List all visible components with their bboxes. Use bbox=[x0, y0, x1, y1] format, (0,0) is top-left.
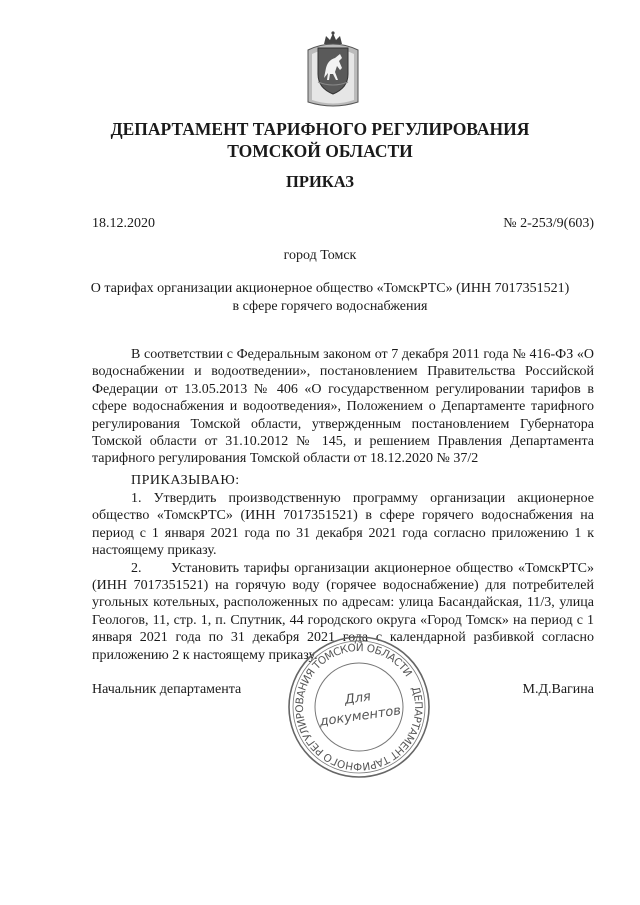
item-2-line: 2. Установить тарифы организации акционерное общество «ТомскРТС» bbox=[131, 560, 594, 576]
item-2-line: угольных котельных, расположенных по адресам: улица Басандайская, 11/3, улица bbox=[92, 595, 594, 611]
department-header bbox=[60, 118, 580, 162]
coat-of-arms-icon bbox=[302, 30, 364, 110]
signer-title: Начальник департамента bbox=[92, 682, 242, 697]
seal-ring-text: ДЕПАРТАМЕНТ ТАРИФНОГО РЕГУЛИРОВАНИЯ ТОМСКОЙ ОБЛАСТИ bbox=[293, 641, 425, 773]
header-line-2: ТОМСКОЙ ОБЛАСТИ bbox=[227, 141, 413, 161]
document-type-title: ПРИКАЗ bbox=[286, 172, 354, 191]
item-1-line: 1. Утвердить производственную программу организации акционерное bbox=[131, 491, 594, 506]
subject-line-1: О тарифах организации акционерное общество «ТомскРТС» (ИНН 7017351521) bbox=[90, 281, 570, 296]
order-directive: ПРИКАЗЫВАЮ: bbox=[131, 473, 240, 488]
item-2-line: (ИНН 7017351521) на горячую воду (горячее водоснабжение) для потребителей bbox=[92, 577, 594, 593]
seal-center-line-2: документов bbox=[318, 703, 402, 730]
subject-line-2: в сфере горячего водоснабжения bbox=[232, 299, 428, 314]
svg-text:ДЕПАРТАМЕНТ ТАРИФНОГО РЕГУЛИРО bbox=[284, 632, 434, 782]
document-date: 18.12.2020 bbox=[92, 216, 155, 231]
preamble-paragraph bbox=[92, 346, 594, 468]
preamble-line: сфере водоснабжения и водоотведения», Положением о Департаменте тарифного bbox=[92, 399, 594, 415]
item-1-line: общество «ТомскРТС» (ИНН 7017351521) в сфере горячего водоснабжения на bbox=[92, 508, 594, 524]
document-number: № 2-253/9(603) bbox=[503, 216, 594, 231]
header-line-1: ДЕПАРТАМЕНТ ТАРИФНОГО РЕГУЛИРОВАНИЯ bbox=[110, 119, 530, 139]
official-seal-stamp bbox=[284, 632, 434, 782]
preamble-line: Федерации от 13.05.2013 № 406 «О государственном регулировании тарифов в bbox=[92, 381, 594, 397]
item-2-line: Геологов, 11, стр. 1, п. Спутник, 44 городского округа «Город Томск» на период с 1 bbox=[92, 612, 594, 628]
preamble-line: регулирования Томской области, утвержденным постановлением Губернатора bbox=[92, 416, 594, 432]
preamble-line: тарифного регулирования Томской области от 18.12.2020 № 37/2 bbox=[92, 451, 479, 467]
signer-name: М.Д.Вагина bbox=[522, 682, 594, 697]
item-2-line: января 2021 года по 31 декабря 2021 года с календарной разбивкой согласно bbox=[92, 630, 594, 646]
document-city: город Томск bbox=[283, 248, 357, 263]
item-1-line: настоящему приказу. bbox=[92, 543, 217, 559]
item-1-line: период с 1 января 2021 года по 31 декабря 2021 года согласно приложению 1 к bbox=[92, 525, 594, 541]
preamble-line: В соответствии с Федеральным законом от 7 декабря 2011 года № 416-ФЗ «О bbox=[131, 347, 594, 362]
preamble-line: Томской области от 31.10.2012 № 145, и решением Правления Департамента bbox=[92, 433, 594, 449]
document-subject bbox=[60, 280, 600, 316]
item-2-line: приложению 2 к настоящему приказу. bbox=[92, 647, 318, 663]
preamble-line: водоснабжении и водоотведении», постановлением Правительства Российской bbox=[92, 364, 594, 380]
seal-center-line-1: Для bbox=[343, 689, 372, 708]
